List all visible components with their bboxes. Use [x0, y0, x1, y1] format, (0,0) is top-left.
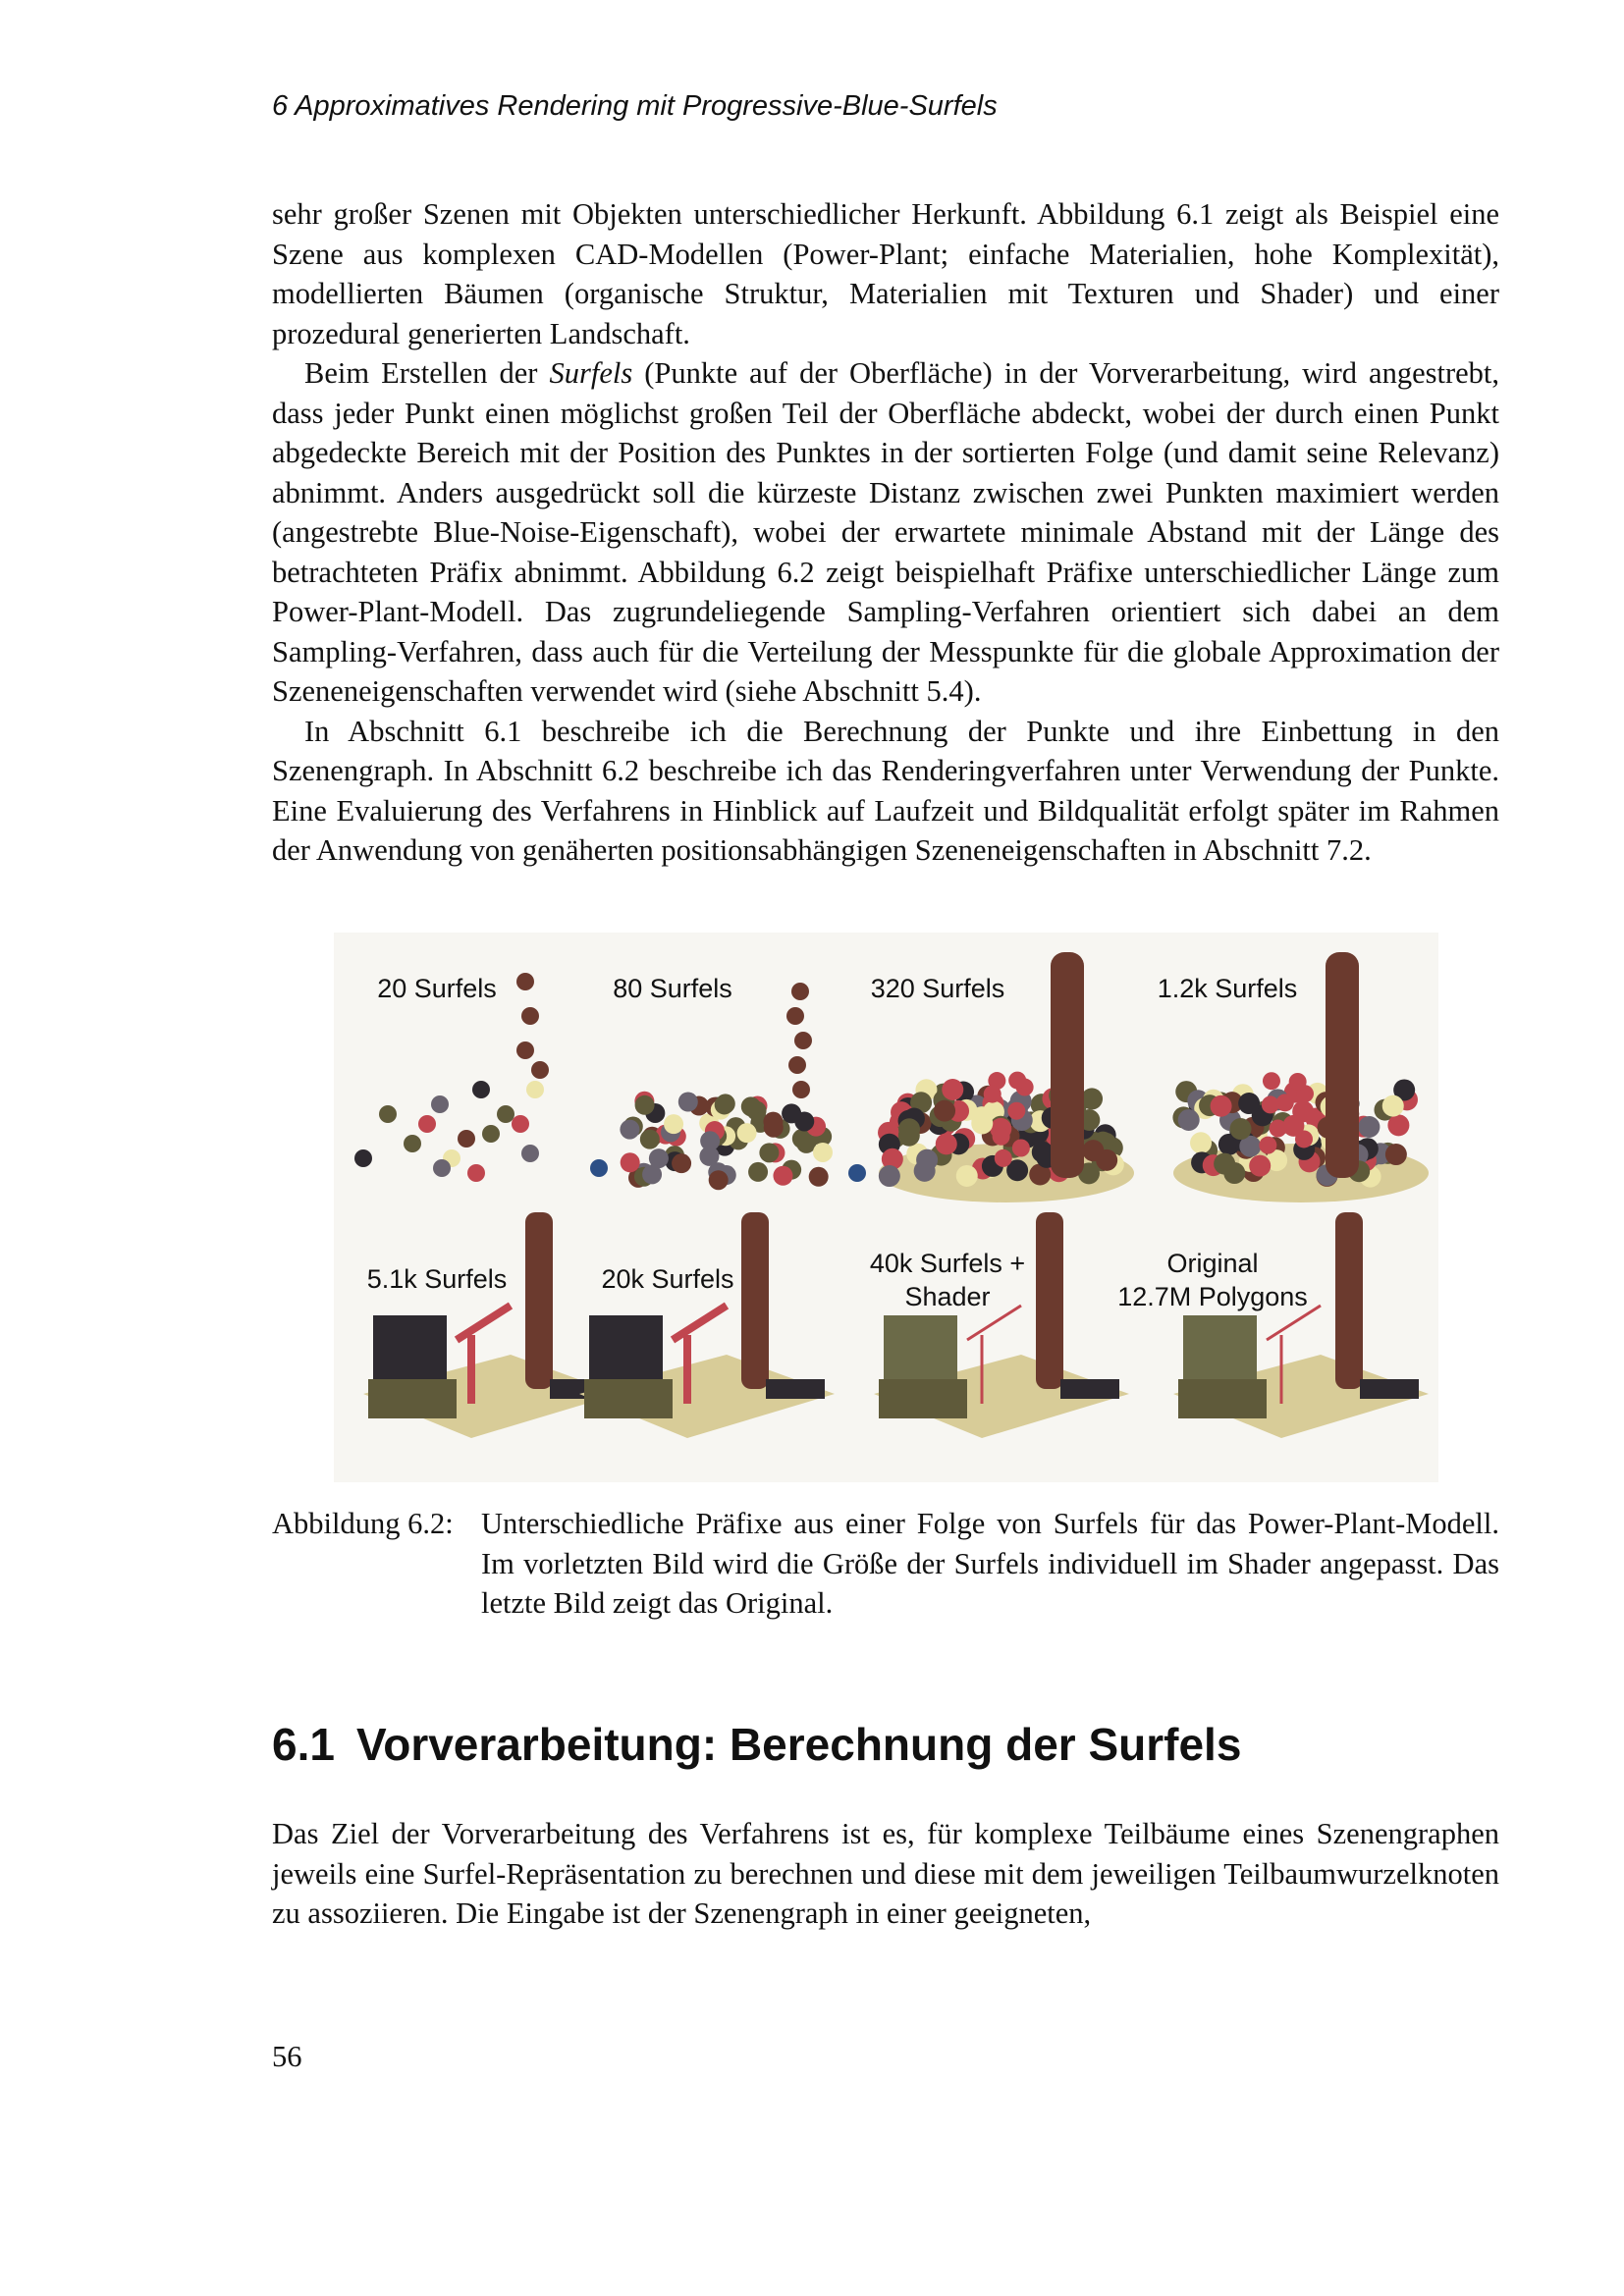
- panel-label-original: Original 12.7M Polygons: [1117, 1249, 1308, 1311]
- surfels-term: Surfels: [549, 356, 633, 390]
- surfel-dot: [640, 1130, 660, 1149]
- surfel-dot: [1385, 1144, 1407, 1165]
- panel-label-1-2k-surfels: 1.2k Surfels: [1157, 974, 1298, 1003]
- surfel-dot: [1263, 1072, 1280, 1090]
- surfel-dot: [635, 1095, 655, 1115]
- surfel-dot: [590, 1159, 608, 1177]
- intro-text: [272, 194, 1499, 871]
- surfel-dot: [531, 1061, 549, 1079]
- section-number: 6.1: [272, 1719, 335, 1770]
- paragraph-2: Beim Erstellen der Surfels (Punkte auf der Oberfläche) in der Vorverarbeitung, wird angestrebt, dass jeder Punkt einen möglichst großen Teil der Oberfläche abdeckt, wobei der durch einen Punkt abgedeckte Bereich mit der Position des Punktes in der sortierten Folge (und damit seine Relevanz) abnimmt. Anders ausgedrückt soll die kürzeste Distanz zwischen zwei Punkten maximiert werden (angestrebte Blue-Noise-Eigenschaft), wobei der erwartete minimale Abstand mit der Länge des betrachteten Präfix abnimmt. Abbildung 6.2 zeigt beispielhaft Präfixe unterschiedlicher Länge zum Power-Plant-Modell. Das zugrundeliegende Sampling-Verfahren orientiert sich dabei an dem Sampling-Verfahren, dass auch für die Verteilung der Messpunkte für die globale Approximation der Szeneneigenschaften verwendet wird (siehe Abschnitt 5.4).: [272, 356, 1499, 708]
- panel-label-20k-surfels: 20k Surfels: [601, 1264, 734, 1294]
- surfel-dot: [512, 1115, 529, 1133]
- surfel-dot: [672, 1153, 691, 1173]
- surfel-dot: [1387, 1114, 1409, 1136]
- surfel-dot: [1289, 1073, 1307, 1091]
- surfel-dot: [759, 1143, 779, 1162]
- page-number: 56: [272, 2040, 302, 2073]
- surfel-dot: [786, 1007, 804, 1025]
- section-heading: [272, 1718, 1241, 1771]
- surfel-dot: [1295, 1130, 1313, 1148]
- building-base: [368, 1379, 457, 1418]
- figure-caption: [272, 1504, 1499, 1624]
- surfel-dot: [709, 1170, 729, 1190]
- figure-6-2: [334, 933, 1438, 1482]
- surfel-dot: [813, 1143, 833, 1162]
- caption-text: Unterschiedliche Präfixe aus einer Folge von Surfels für das Power-Plant-Modell. Im vorletzten Bild wird die Größe der Surfels individuell im Shader angepasst. Das letzte Bild zeigt das Original.: [481, 1507, 1499, 1620]
- surfel-dot: [916, 1149, 938, 1171]
- building-base: [1178, 1379, 1267, 1418]
- surfel-dot: [936, 1133, 957, 1154]
- surfel-dot: [521, 1145, 539, 1162]
- chimney: [741, 1212, 769, 1389]
- machinery: [766, 1379, 825, 1399]
- surfel-dot: [642, 1164, 662, 1184]
- surfel-dot: [404, 1135, 421, 1152]
- surfel-dot: [794, 1032, 812, 1049]
- section-text: [272, 1814, 1499, 1934]
- surfel-dot: [788, 1056, 806, 1074]
- surfel-dot: [773, 1166, 792, 1186]
- surfel-dot: [956, 1165, 978, 1187]
- surfel-dot: [497, 1105, 514, 1123]
- surfel-dot: [1082, 1140, 1104, 1161]
- panel-label-80-surfels: 80 Surfels: [613, 974, 732, 1003]
- surfel-dot: [700, 1131, 720, 1150]
- surfel-dot: [458, 1130, 475, 1148]
- building-base: [584, 1379, 673, 1418]
- surfel-dot: [1007, 1102, 1025, 1120]
- chimney: [1335, 1212, 1363, 1389]
- surfel-dot: [848, 1164, 866, 1182]
- surfel-dot: [472, 1081, 490, 1098]
- panel-label-320-surfels: 320 Surfels: [870, 974, 1005, 1003]
- surfel-dot: [741, 1096, 761, 1116]
- surfel-dot: [379, 1105, 397, 1123]
- chimney: [1051, 952, 1084, 1178]
- surfel-dot: [737, 1123, 757, 1143]
- surfel-dot: [1249, 1155, 1271, 1177]
- surfel-dot: [782, 1103, 801, 1123]
- surfel-dot: [1262, 1095, 1279, 1113]
- surfel-dot: [984, 1086, 1001, 1103]
- surfel-dot: [792, 1081, 810, 1098]
- surfel-renderings: [334, 933, 1438, 1482]
- surfel-dot: [1382, 1095, 1404, 1117]
- surfel-dot: [715, 1095, 734, 1114]
- panel-label-20-surfels: 20 Surfels: [377, 974, 497, 1003]
- machinery: [1060, 1379, 1119, 1399]
- paragraph-1: sehr großer Szenen mit Objekten unterschiedlicher Herkunft. Abbildung 6.1 zeigt als Beispiel eine Szene aus komplexen CAD-Modellen (Power-Plant; einfache Materialien, hohe Komplexität), modellierten Bäumen (organische Struktur, Materialien mit Texturen und Shader) und einer prozedural generierten Landschaft.: [272, 197, 1499, 350]
- surfel-dot: [1211, 1095, 1232, 1117]
- surfel-dot: [354, 1149, 372, 1167]
- surfel-dot: [1012, 1140, 1030, 1157]
- surfel-dot: [621, 1152, 640, 1172]
- surfel-dot: [934, 1100, 955, 1122]
- panel-label-5-1k-surfels: 5.1k Surfels: [366, 1264, 508, 1294]
- surfel-dot: [1358, 1116, 1380, 1138]
- surfel-dot: [431, 1095, 449, 1113]
- running-head: 6 Approximatives Rendering mit Progressive-Blue-Surfels: [272, 90, 998, 122]
- surfel-dot: [1081, 1088, 1103, 1109]
- surfel-dot: [526, 1081, 544, 1098]
- surfel-dot: [1008, 1072, 1026, 1090]
- panel-label-40k-surfels-shader: 40k Surfels + Shader: [869, 1249, 1026, 1311]
- paragraph-3: In Abschnitt 6.1 beschreibe ich die Berechnung der Punkte und ihre Einbettung in den Szenengraph. In Abschnitt 6.2 beschreibe ich das Renderingverfahren unter Verwendung der Punkte. Eine Evaluierung des Verfahrens in Hinblick auf Laufzeit und Bildqualität erfolgt später im Rahmen der Anwendung von genäherten positionsabhängigen Szeneneigenschaften in Abschnitt 7.2.: [272, 714, 1499, 867]
- surfel-dot: [995, 1149, 1012, 1167]
- surfel-dot: [791, 983, 809, 1000]
- surfel-dot: [748, 1162, 768, 1182]
- surfel-dot: [418, 1115, 436, 1133]
- surfel-dot: [1214, 1153, 1235, 1175]
- section-paragraph: Das Ziel der Vorverarbeitung des Verfahrens ist es, für komplexe Teilbäume eines Szenengraphen jeweils eine Surfel-Repräsentation zu berechnen und diese mit dem jeweiligen Teilbaumwurzelknoten zu assoziieren. Die Eingabe ist der Szenengraph in einer geeigneten,: [272, 1817, 1499, 1930]
- surfel-dot: [1238, 1093, 1260, 1114]
- machinery: [1360, 1379, 1419, 1399]
- surfel-dot: [433, 1159, 451, 1177]
- surfel-dot: [1190, 1132, 1212, 1153]
- surfel-dot: [678, 1093, 698, 1112]
- surfel-dot: [521, 1007, 539, 1025]
- surfel-dot: [620, 1120, 639, 1140]
- section-title: Vorverarbeitung: Berechnung der Surfels: [355, 1719, 1242, 1770]
- surfel-dot: [764, 1118, 784, 1138]
- surfel-dot: [1178, 1109, 1200, 1131]
- surfel-dot: [482, 1125, 500, 1143]
- surfel-dot: [942, 1079, 963, 1100]
- surfel-dot: [467, 1164, 485, 1182]
- chimney: [1326, 952, 1359, 1178]
- surfel-dot: [516, 1041, 534, 1059]
- building-base: [879, 1379, 967, 1418]
- surfel-dot: [993, 1128, 1010, 1146]
- surfel-dot: [809, 1167, 829, 1187]
- caption-label: Abbildung 6.2:: [272, 1507, 454, 1540]
- surfel-dot: [1259, 1137, 1276, 1154]
- surfel-dot: [664, 1114, 683, 1134]
- surfel-dot: [879, 1165, 900, 1187]
- surfel-dot: [971, 1113, 993, 1135]
- chimney: [525, 1212, 553, 1389]
- surfel-dot: [898, 1125, 920, 1147]
- surfel-dot: [1270, 1120, 1287, 1138]
- surfel-dot: [1230, 1118, 1252, 1140]
